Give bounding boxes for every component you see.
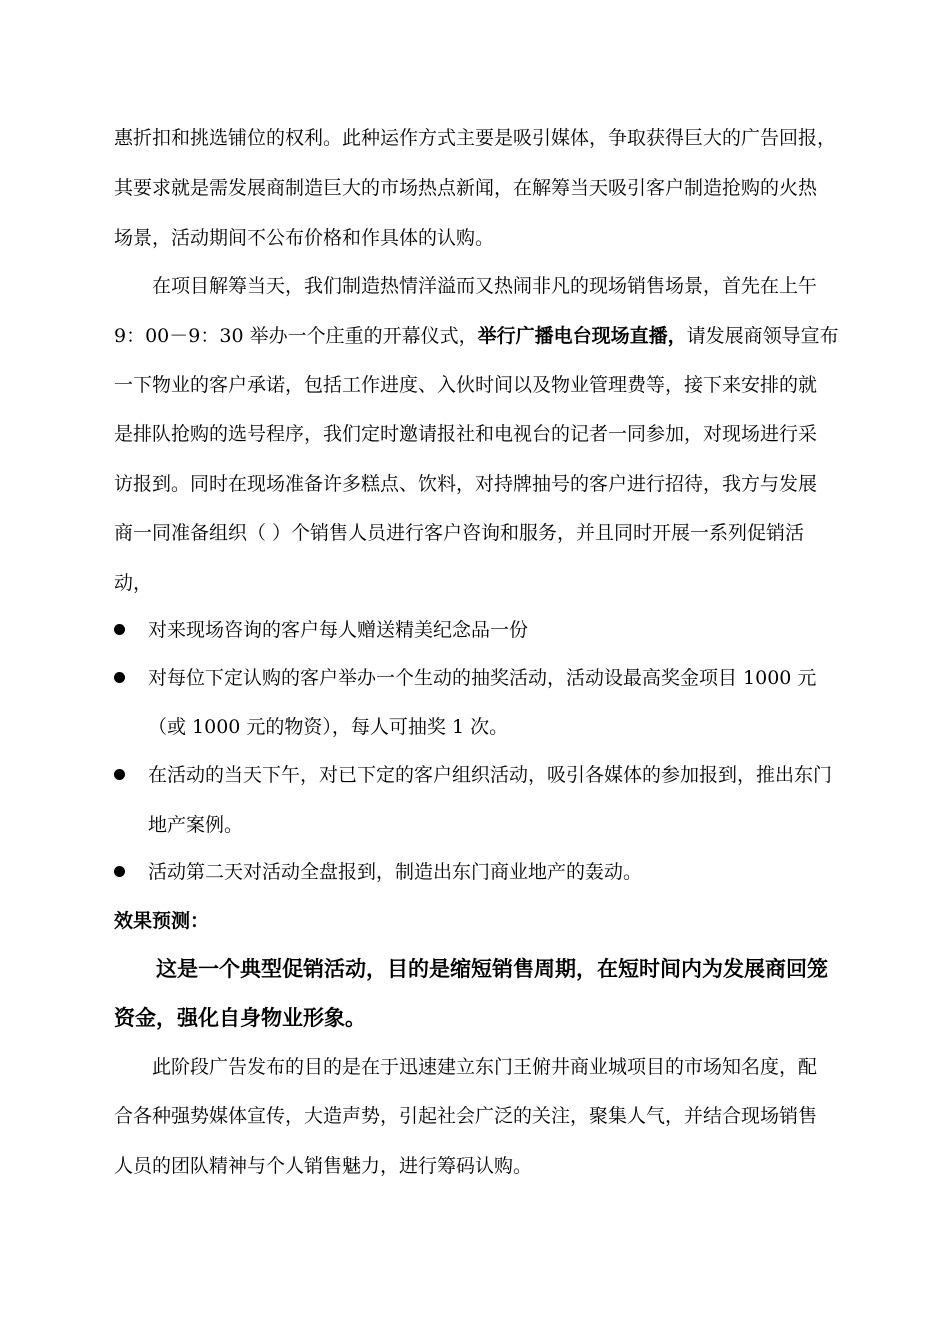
bullet-icon: [114, 672, 125, 683]
paragraph-line: 在项目解筹当天，我们制造热情洋溢而又热闹非凡的现场销售场景，首先在上午: [152, 275, 818, 297]
paragraph-line: 是排队抢购的选号程序，我们定时邀请报社和电视台的记者一同参加，对现场进行采: [114, 423, 818, 445]
section-heading: 效果预测：: [114, 910, 210, 932]
bullet-item: 活动第二天对活动全盘报到，制造出东门商业地产的轰动。: [148, 861, 643, 883]
bullet-icon: [114, 866, 125, 877]
highlight-line: 这是一个典型促销活动，目的是缩短销售周期，在短时间内为发展商回笼: [156, 956, 828, 981]
paragraph-line: 此阶段广告发布的目的是在于迅速建立东门王俯井商业城项目的市场知名度，配: [152, 1056, 818, 1078]
text-span: 9：00－9：30 举办一个庄重的开幕仪式，: [114, 325, 478, 347]
paragraph-line: 合各种强势媒体宣传，大造声势，引起社会广泛的关注，聚集人气，并结合现场销售: [114, 1105, 818, 1127]
paragraph-line: 动，: [114, 572, 153, 594]
bullet-icon: [114, 624, 125, 635]
paragraph-line: 惠折扣和挑选铺位的权利。此种运作方式主要是吸引媒体，争取获得巨大的广告回报，: [114, 127, 837, 149]
paragraph-line: 一下物业的客户承诺，包括工作进度、入伙时间以及物业管理费等，接下来安排的就: [114, 374, 818, 396]
bold-emphasis: 举行广播电台现场直播，: [477, 325, 687, 347]
paragraph-line: 商一同准备组织（ ）个销售人员进行客户咨询和服务，并且同时开展一系列促销活: [114, 522, 805, 544]
bullet-item-continuation: （或 1000 元的物资），每人可抽奖 1 次。: [148, 716, 509, 738]
paragraph-line-mixed: [114, 325, 844, 347]
text-span: 请发展商领导宣布: [686, 325, 839, 347]
bullet-icon: [114, 769, 125, 780]
bullet-item: 对每位下定认购的客户举办一个生动的抽奖活动，活动设最高奖金项目 1000 元: [148, 667, 817, 689]
paragraph-line: 访报到。同时在现场准备许多糕点、饮料，对持牌抽号的客户进行招待，我方与发展: [114, 473, 818, 495]
paragraph-line: 其要求就是需发展商制造巨大的市场热点新闻，在解筹当天吸引客户制造抢购的火热: [114, 177, 818, 199]
paragraph-line: 场景，活动期间不公布价格和作具体的认购。: [114, 227, 495, 249]
bullet-item-continuation: 地产案例。: [148, 814, 244, 836]
bullet-item: 在活动的当天下午，对已下定的客户组织活动，吸引各媒体的参加报到，推出东门: [148, 764, 833, 786]
bullet-item: 对来现场咨询的客户每人赠送精美纪念品一份: [148, 619, 529, 641]
highlight-line: 资金，强化自身物业形象。: [114, 1005, 366, 1030]
paragraph-line: 人员的团队精神与个人销售魅力，进行筹码认购。: [114, 1155, 533, 1177]
